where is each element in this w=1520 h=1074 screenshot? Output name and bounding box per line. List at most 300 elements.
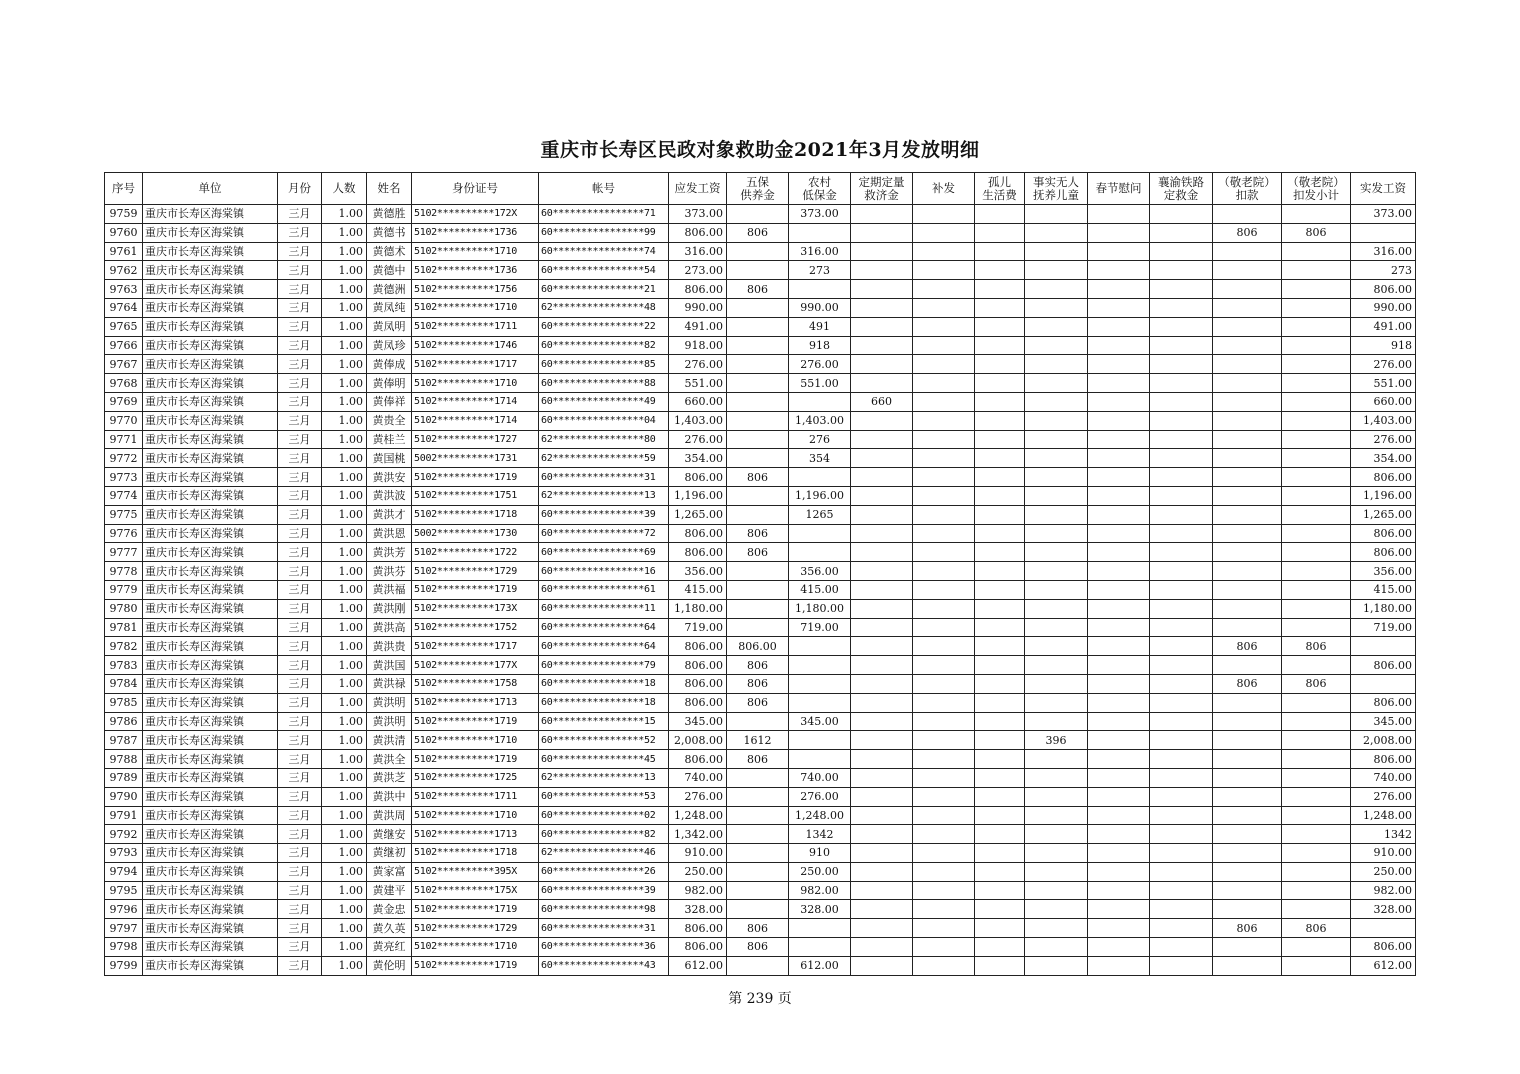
cell-orphan <box>975 956 1025 975</box>
cell-spring-festival <box>1088 900 1150 919</box>
cell-back-pay <box>913 844 975 863</box>
cell-wubao <box>727 205 789 224</box>
cell-railway-relief <box>1150 355 1213 374</box>
cell-dibao <box>789 637 851 656</box>
cell-seq: 9796 <box>105 900 143 919</box>
cell-child-support <box>1025 618 1088 637</box>
cell-month: 三月 <box>278 562 322 581</box>
cell-nursing-deduction <box>1213 599 1282 618</box>
cell-net-pay: 612.00 <box>1351 956 1416 975</box>
cell-id-number: 5102**********1710 <box>412 806 539 825</box>
cell-orphan <box>975 205 1025 224</box>
cell-count: 1.00 <box>322 317 367 336</box>
cell-name: 黄凤明 <box>367 317 412 336</box>
cell-orphan <box>975 938 1025 957</box>
cell-net-pay <box>1351 674 1416 693</box>
cell-orphan <box>975 656 1025 675</box>
cell-unit: 重庆市长寿区海棠镇 <box>143 449 278 468</box>
cell-net-pay <box>1351 637 1416 656</box>
cell-child-support <box>1025 280 1088 299</box>
cell-dibao: 740.00 <box>789 768 851 787</box>
cell-account: 60****************52 <box>539 731 669 750</box>
cell-month: 三月 <box>278 731 322 750</box>
cell-nursing-subtotal <box>1282 938 1351 957</box>
cell-net-pay: 1,265.00 <box>1351 505 1416 524</box>
page-number: 第 239 页 <box>728 991 792 1007</box>
cell-account: 60****************02 <box>539 806 669 825</box>
cell-unit: 重庆市长寿区海棠镇 <box>143 524 278 543</box>
cell-seq: 9787 <box>105 731 143 750</box>
cell-dibao: 415.00 <box>789 580 851 599</box>
cell-nursing-subtotal <box>1282 505 1351 524</box>
cell-unit: 重庆市长寿区海棠镇 <box>143 223 278 242</box>
cell-count: 1.00 <box>322 750 367 769</box>
cell-gross-pay: 415.00 <box>669 580 727 599</box>
cell-nursing-subtotal <box>1282 298 1351 317</box>
cell-wubao <box>727 430 789 449</box>
cell-seq: 9768 <box>105 374 143 393</box>
cell-gross-pay: 250.00 <box>669 862 727 881</box>
cell-regular-relief <box>851 430 913 449</box>
cell-spring-festival <box>1088 938 1150 957</box>
cell-dibao <box>789 750 851 769</box>
cell-month: 三月 <box>278 844 322 863</box>
cell-account: 60****************71 <box>539 205 669 224</box>
cell-spring-festival <box>1088 374 1150 393</box>
cell-net-pay: 990.00 <box>1351 298 1416 317</box>
cell-child-support <box>1025 468 1088 487</box>
cell-wubao <box>727 862 789 881</box>
cell-unit: 重庆市长寿区海棠镇 <box>143 938 278 957</box>
cell-nursing-deduction: 806 <box>1213 223 1282 242</box>
cell-net-pay: 356.00 <box>1351 562 1416 581</box>
cell-name: 黄洪高 <box>367 618 412 637</box>
table-row <box>105 524 1416 543</box>
cell-nursing-subtotal <box>1282 374 1351 393</box>
cell-net-pay: 273 <box>1351 261 1416 280</box>
cell-account: 60****************88 <box>539 374 669 393</box>
cell-seq: 9761 <box>105 242 143 261</box>
cell-gross-pay: 491.00 <box>669 317 727 336</box>
cell-id-number: 5102**********1758 <box>412 674 539 693</box>
cell-dibao: 373.00 <box>789 205 851 224</box>
cell-nursing-subtotal <box>1282 580 1351 599</box>
cell-name: 黄贵全 <box>367 411 412 430</box>
cell-spring-festival <box>1088 543 1150 562</box>
cell-gross-pay: 1,248.00 <box>669 806 727 825</box>
cell-nursing-subtotal <box>1282 562 1351 581</box>
cell-orphan <box>975 298 1025 317</box>
cell-nursing-subtotal <box>1282 956 1351 975</box>
cell-back-pay <box>913 599 975 618</box>
cell-count: 1.00 <box>322 430 367 449</box>
cell-nursing-deduction <box>1213 618 1282 637</box>
cell-dibao <box>789 223 851 242</box>
cell-count: 1.00 <box>322 844 367 863</box>
cell-railway-relief <box>1150 392 1213 411</box>
cell-account: 60****************18 <box>539 674 669 693</box>
cell-orphan <box>975 900 1025 919</box>
cell-name: 黄继初 <box>367 844 412 863</box>
cell-back-pay <box>913 712 975 731</box>
cell-net-pay: 660.00 <box>1351 392 1416 411</box>
cell-railway-relief <box>1150 486 1213 505</box>
table-row <box>105 486 1416 505</box>
table-row <box>105 280 1416 299</box>
column-header-wubao: 五保 供养金 <box>727 173 789 205</box>
cell-orphan <box>975 486 1025 505</box>
cell-nursing-subtotal <box>1282 731 1351 750</box>
cell-account: 60****************04 <box>539 411 669 430</box>
cell-back-pay <box>913 505 975 524</box>
cell-id-number: 5102**********1710 <box>412 731 539 750</box>
cell-gross-pay: 1,180.00 <box>669 599 727 618</box>
cell-name: 黄金忠 <box>367 900 412 919</box>
cell-dibao <box>789 674 851 693</box>
cell-nursing-deduction <box>1213 580 1282 599</box>
cell-gross-pay: 806.00 <box>669 693 727 712</box>
cell-count: 1.00 <box>322 411 367 430</box>
cell-month: 三月 <box>278 392 322 411</box>
cell-orphan <box>975 261 1025 280</box>
cell-account: 60****************98 <box>539 900 669 919</box>
cell-railway-relief <box>1150 618 1213 637</box>
table-row <box>105 468 1416 487</box>
cell-gross-pay: 982.00 <box>669 881 727 900</box>
cell-nursing-subtotal <box>1282 599 1351 618</box>
cell-seq: 9776 <box>105 524 143 543</box>
cell-child-support <box>1025 524 1088 543</box>
cell-nursing-deduction <box>1213 449 1282 468</box>
cell-railway-relief <box>1150 223 1213 242</box>
cell-wubao <box>727 505 789 524</box>
cell-net-pay: 806.00 <box>1351 543 1416 562</box>
cell-count: 1.00 <box>322 618 367 637</box>
cell-count: 1.00 <box>322 731 367 750</box>
cell-spring-festival <box>1088 317 1150 336</box>
cell-nursing-subtotal <box>1282 524 1351 543</box>
cell-unit: 重庆市长寿区海棠镇 <box>143 317 278 336</box>
cell-nursing-deduction <box>1213 336 1282 355</box>
cell-nursing-subtotal <box>1282 844 1351 863</box>
cell-wubao: 806 <box>727 280 789 299</box>
cell-wubao <box>727 317 789 336</box>
cell-child-support <box>1025 806 1088 825</box>
cell-account: 60****************72 <box>539 524 669 543</box>
cell-account: 60****************26 <box>539 862 669 881</box>
cell-nursing-deduction: 806 <box>1213 674 1282 693</box>
cell-dibao: 1,248.00 <box>789 806 851 825</box>
cell-nursing-subtotal <box>1282 355 1351 374</box>
cell-gross-pay: 373.00 <box>669 205 727 224</box>
cell-unit: 重庆市长寿区海棠镇 <box>143 881 278 900</box>
cell-net-pay: 2,008.00 <box>1351 731 1416 750</box>
cell-regular-relief <box>851 731 913 750</box>
cell-spring-festival <box>1088 825 1150 844</box>
cell-name: 黄洪中 <box>367 787 412 806</box>
cell-railway-relief <box>1150 580 1213 599</box>
cell-seq: 9785 <box>105 693 143 712</box>
cell-gross-pay: 345.00 <box>669 712 727 731</box>
table-row <box>105 599 1416 618</box>
cell-id-number: 5102**********1736 <box>412 261 539 280</box>
cell-back-pay <box>913 298 975 317</box>
cell-gross-pay: 1,403.00 <box>669 411 727 430</box>
cell-back-pay <box>913 392 975 411</box>
cell-railway-relief <box>1150 787 1213 806</box>
cell-back-pay <box>913 374 975 393</box>
cell-net-pay: 806.00 <box>1351 938 1416 957</box>
cell-dibao: 910 <box>789 844 851 863</box>
table-row <box>105 938 1416 957</box>
cell-id-number: 5102**********1719 <box>412 468 539 487</box>
table-row <box>105 919 1416 938</box>
cell-back-pay <box>913 862 975 881</box>
cell-net-pay: 806.00 <box>1351 468 1416 487</box>
cell-unit: 重庆市长寿区海棠镇 <box>143 280 278 299</box>
cell-unit: 重庆市长寿区海棠镇 <box>143 750 278 769</box>
cell-id-number: 5102**********1719 <box>412 956 539 975</box>
cell-month: 三月 <box>278 618 322 637</box>
cell-unit: 重庆市长寿区海棠镇 <box>143 844 278 863</box>
cell-account: 60****************64 <box>539 637 669 656</box>
cell-wubao <box>727 486 789 505</box>
cell-month: 三月 <box>278 374 322 393</box>
cell-net-pay: 806.00 <box>1351 750 1416 769</box>
cell-count: 1.00 <box>322 806 367 825</box>
cell-month: 三月 <box>278 656 322 675</box>
cell-nursing-subtotal: 806 <box>1282 637 1351 656</box>
cell-month: 三月 <box>278 411 322 430</box>
table-row <box>105 543 1416 562</box>
cell-orphan <box>975 580 1025 599</box>
cell-regular-relief <box>851 712 913 731</box>
cell-dibao: 612.00 <box>789 956 851 975</box>
table-row <box>105 806 1416 825</box>
cell-dibao: 276.00 <box>789 355 851 374</box>
cell-count: 1.00 <box>322 205 367 224</box>
cell-name: 黄国桃 <box>367 449 412 468</box>
cell-spring-festival <box>1088 919 1150 938</box>
cell-account: 60****************61 <box>539 580 669 599</box>
cell-gross-pay: 612.00 <box>669 956 727 975</box>
cell-net-pay: 328.00 <box>1351 900 1416 919</box>
cell-child-support <box>1025 712 1088 731</box>
cell-orphan <box>975 618 1025 637</box>
cell-railway-relief <box>1150 919 1213 938</box>
cell-dibao <box>789 938 851 957</box>
table-row <box>105 223 1416 242</box>
cell-account: 62****************48 <box>539 298 669 317</box>
cell-name: 黄家富 <box>367 862 412 881</box>
cell-count: 1.00 <box>322 712 367 731</box>
cell-account: 60****************79 <box>539 656 669 675</box>
cell-count: 1.00 <box>322 768 367 787</box>
cell-dibao: 276 <box>789 430 851 449</box>
cell-gross-pay: 806.00 <box>669 656 727 675</box>
cell-account: 60****************18 <box>539 693 669 712</box>
cell-child-support <box>1025 656 1088 675</box>
cell-orphan <box>975 919 1025 938</box>
cell-wubao <box>727 768 789 787</box>
cell-nursing-subtotal <box>1282 750 1351 769</box>
cell-dibao <box>789 656 851 675</box>
cell-railway-relief <box>1150 862 1213 881</box>
cell-child-support <box>1025 336 1088 355</box>
table-row <box>105 656 1416 675</box>
cell-regular-relief <box>851 580 913 599</box>
cell-seq: 9772 <box>105 449 143 468</box>
cell-net-pay: 345.00 <box>1351 712 1416 731</box>
cell-orphan <box>975 280 1025 299</box>
cell-nursing-subtotal <box>1282 430 1351 449</box>
cell-child-support <box>1025 298 1088 317</box>
column-header-orphan: 孤儿 生活费 <box>975 173 1025 205</box>
cell-railway-relief <box>1150 336 1213 355</box>
cell-account: 60****************21 <box>539 280 669 299</box>
cell-orphan <box>975 374 1025 393</box>
cell-gross-pay: 806.00 <box>669 637 727 656</box>
table-row <box>105 392 1416 411</box>
cell-nursing-deduction: 806 <box>1213 919 1282 938</box>
cell-seq: 9764 <box>105 298 143 317</box>
cell-id-number: 5102**********1713 <box>412 693 539 712</box>
cell-child-support <box>1025 768 1088 787</box>
cell-railway-relief <box>1150 449 1213 468</box>
column-header-unit: 单位 <box>143 173 278 205</box>
cell-nursing-subtotal <box>1282 543 1351 562</box>
table-header-row <box>105 173 1416 205</box>
cell-wubao: 1612 <box>727 731 789 750</box>
cell-net-pay: 491.00 <box>1351 317 1416 336</box>
cell-regular-relief <box>851 336 913 355</box>
cell-spring-festival <box>1088 392 1150 411</box>
cell-gross-pay: 354.00 <box>669 449 727 468</box>
cell-back-pay <box>913 242 975 261</box>
cell-unit: 重庆市长寿区海棠镇 <box>143 731 278 750</box>
cell-regular-relief <box>851 674 913 693</box>
cell-id-number: 5102**********1711 <box>412 317 539 336</box>
cell-count: 1.00 <box>322 881 367 900</box>
cell-dibao: 273 <box>789 261 851 280</box>
cell-orphan <box>975 468 1025 487</box>
cell-dibao: 328.00 <box>789 900 851 919</box>
cell-regular-relief <box>851 693 913 712</box>
cell-month: 三月 <box>278 599 322 618</box>
cell-nursing-subtotal <box>1282 317 1351 336</box>
cell-id-number: 5102**********1718 <box>412 505 539 524</box>
cell-name: 黄洪贵 <box>367 637 412 656</box>
cell-name: 黄洪全 <box>367 750 412 769</box>
cell-orphan <box>975 674 1025 693</box>
cell-orphan <box>975 768 1025 787</box>
cell-gross-pay: 806.00 <box>669 938 727 957</box>
cell-name: 黄洪国 <box>367 656 412 675</box>
cell-month: 三月 <box>278 242 322 261</box>
cell-railway-relief <box>1150 881 1213 900</box>
cell-seq: 9760 <box>105 223 143 242</box>
cell-id-number: 5102**********1713 <box>412 825 539 844</box>
cell-orphan <box>975 562 1025 581</box>
cell-account: 62****************13 <box>539 768 669 787</box>
cell-back-pay <box>913 768 975 787</box>
cell-nursing-subtotal <box>1282 618 1351 637</box>
cell-nursing-deduction: 806 <box>1213 637 1282 656</box>
cell-nursing-deduction <box>1213 242 1282 261</box>
cell-spring-festival <box>1088 205 1150 224</box>
cell-wubao <box>727 825 789 844</box>
cell-unit: 重庆市长寿区海棠镇 <box>143 261 278 280</box>
cell-nursing-subtotal <box>1282 336 1351 355</box>
cell-month: 三月 <box>278 881 322 900</box>
cell-orphan <box>975 825 1025 844</box>
cell-account: 62****************13 <box>539 486 669 505</box>
cell-regular-relief <box>851 280 913 299</box>
cell-month: 三月 <box>278 938 322 957</box>
cell-regular-relief <box>851 242 913 261</box>
cell-wubao: 806 <box>727 223 789 242</box>
cell-regular-relief <box>851 205 913 224</box>
cell-regular-relief <box>851 919 913 938</box>
cell-nursing-deduction <box>1213 374 1282 393</box>
cell-seq: 9770 <box>105 411 143 430</box>
cell-back-pay <box>913 900 975 919</box>
cell-nursing-subtotal <box>1282 280 1351 299</box>
cell-nursing-deduction <box>1213 712 1282 731</box>
cell-gross-pay: 740.00 <box>669 768 727 787</box>
table-row <box>105 712 1416 731</box>
cell-name: 黄俸祥 <box>367 392 412 411</box>
cell-dibao: 345.00 <box>789 712 851 731</box>
cell-gross-pay: 276.00 <box>669 355 727 374</box>
cell-railway-relief <box>1150 524 1213 543</box>
cell-regular-relief <box>851 524 913 543</box>
cell-month: 三月 <box>278 750 322 769</box>
cell-regular-relief <box>851 637 913 656</box>
cell-count: 1.00 <box>322 637 367 656</box>
cell-name: 黄洪福 <box>367 580 412 599</box>
cell-nursing-deduction <box>1213 844 1282 863</box>
cell-dibao: 316.00 <box>789 242 851 261</box>
cell-month: 三月 <box>278 505 322 524</box>
cell-regular-relief <box>851 449 913 468</box>
cell-child-support <box>1025 261 1088 280</box>
cell-account: 60****************49 <box>539 392 669 411</box>
cell-nursing-deduction <box>1213 543 1282 562</box>
cell-regular-relief <box>851 374 913 393</box>
cell-net-pay: 1342 <box>1351 825 1416 844</box>
cell-net-pay: 982.00 <box>1351 881 1416 900</box>
cell-orphan <box>975 543 1025 562</box>
cell-unit: 重庆市长寿区海棠镇 <box>143 205 278 224</box>
cell-seq: 9771 <box>105 430 143 449</box>
cell-regular-relief <box>851 505 913 524</box>
cell-unit: 重庆市长寿区海棠镇 <box>143 580 278 599</box>
cell-name: 黄洪禄 <box>367 674 412 693</box>
cell-orphan <box>975 317 1025 336</box>
cell-count: 1.00 <box>322 505 367 524</box>
cell-regular-relief <box>851 825 913 844</box>
cell-id-number: 5102**********1710 <box>412 938 539 957</box>
cell-unit: 重庆市长寿区海棠镇 <box>143 900 278 919</box>
column-header-dibao: 农村 低保金 <box>789 173 851 205</box>
cell-id-number: 5002**********1731 <box>412 449 539 468</box>
cell-unit: 重庆市长寿区海棠镇 <box>143 392 278 411</box>
cell-unit: 重庆市长寿区海棠镇 <box>143 355 278 374</box>
cell-id-number: 5102**********1717 <box>412 637 539 656</box>
cell-wubao: 806 <box>727 524 789 543</box>
cell-account: 60****************16 <box>539 562 669 581</box>
